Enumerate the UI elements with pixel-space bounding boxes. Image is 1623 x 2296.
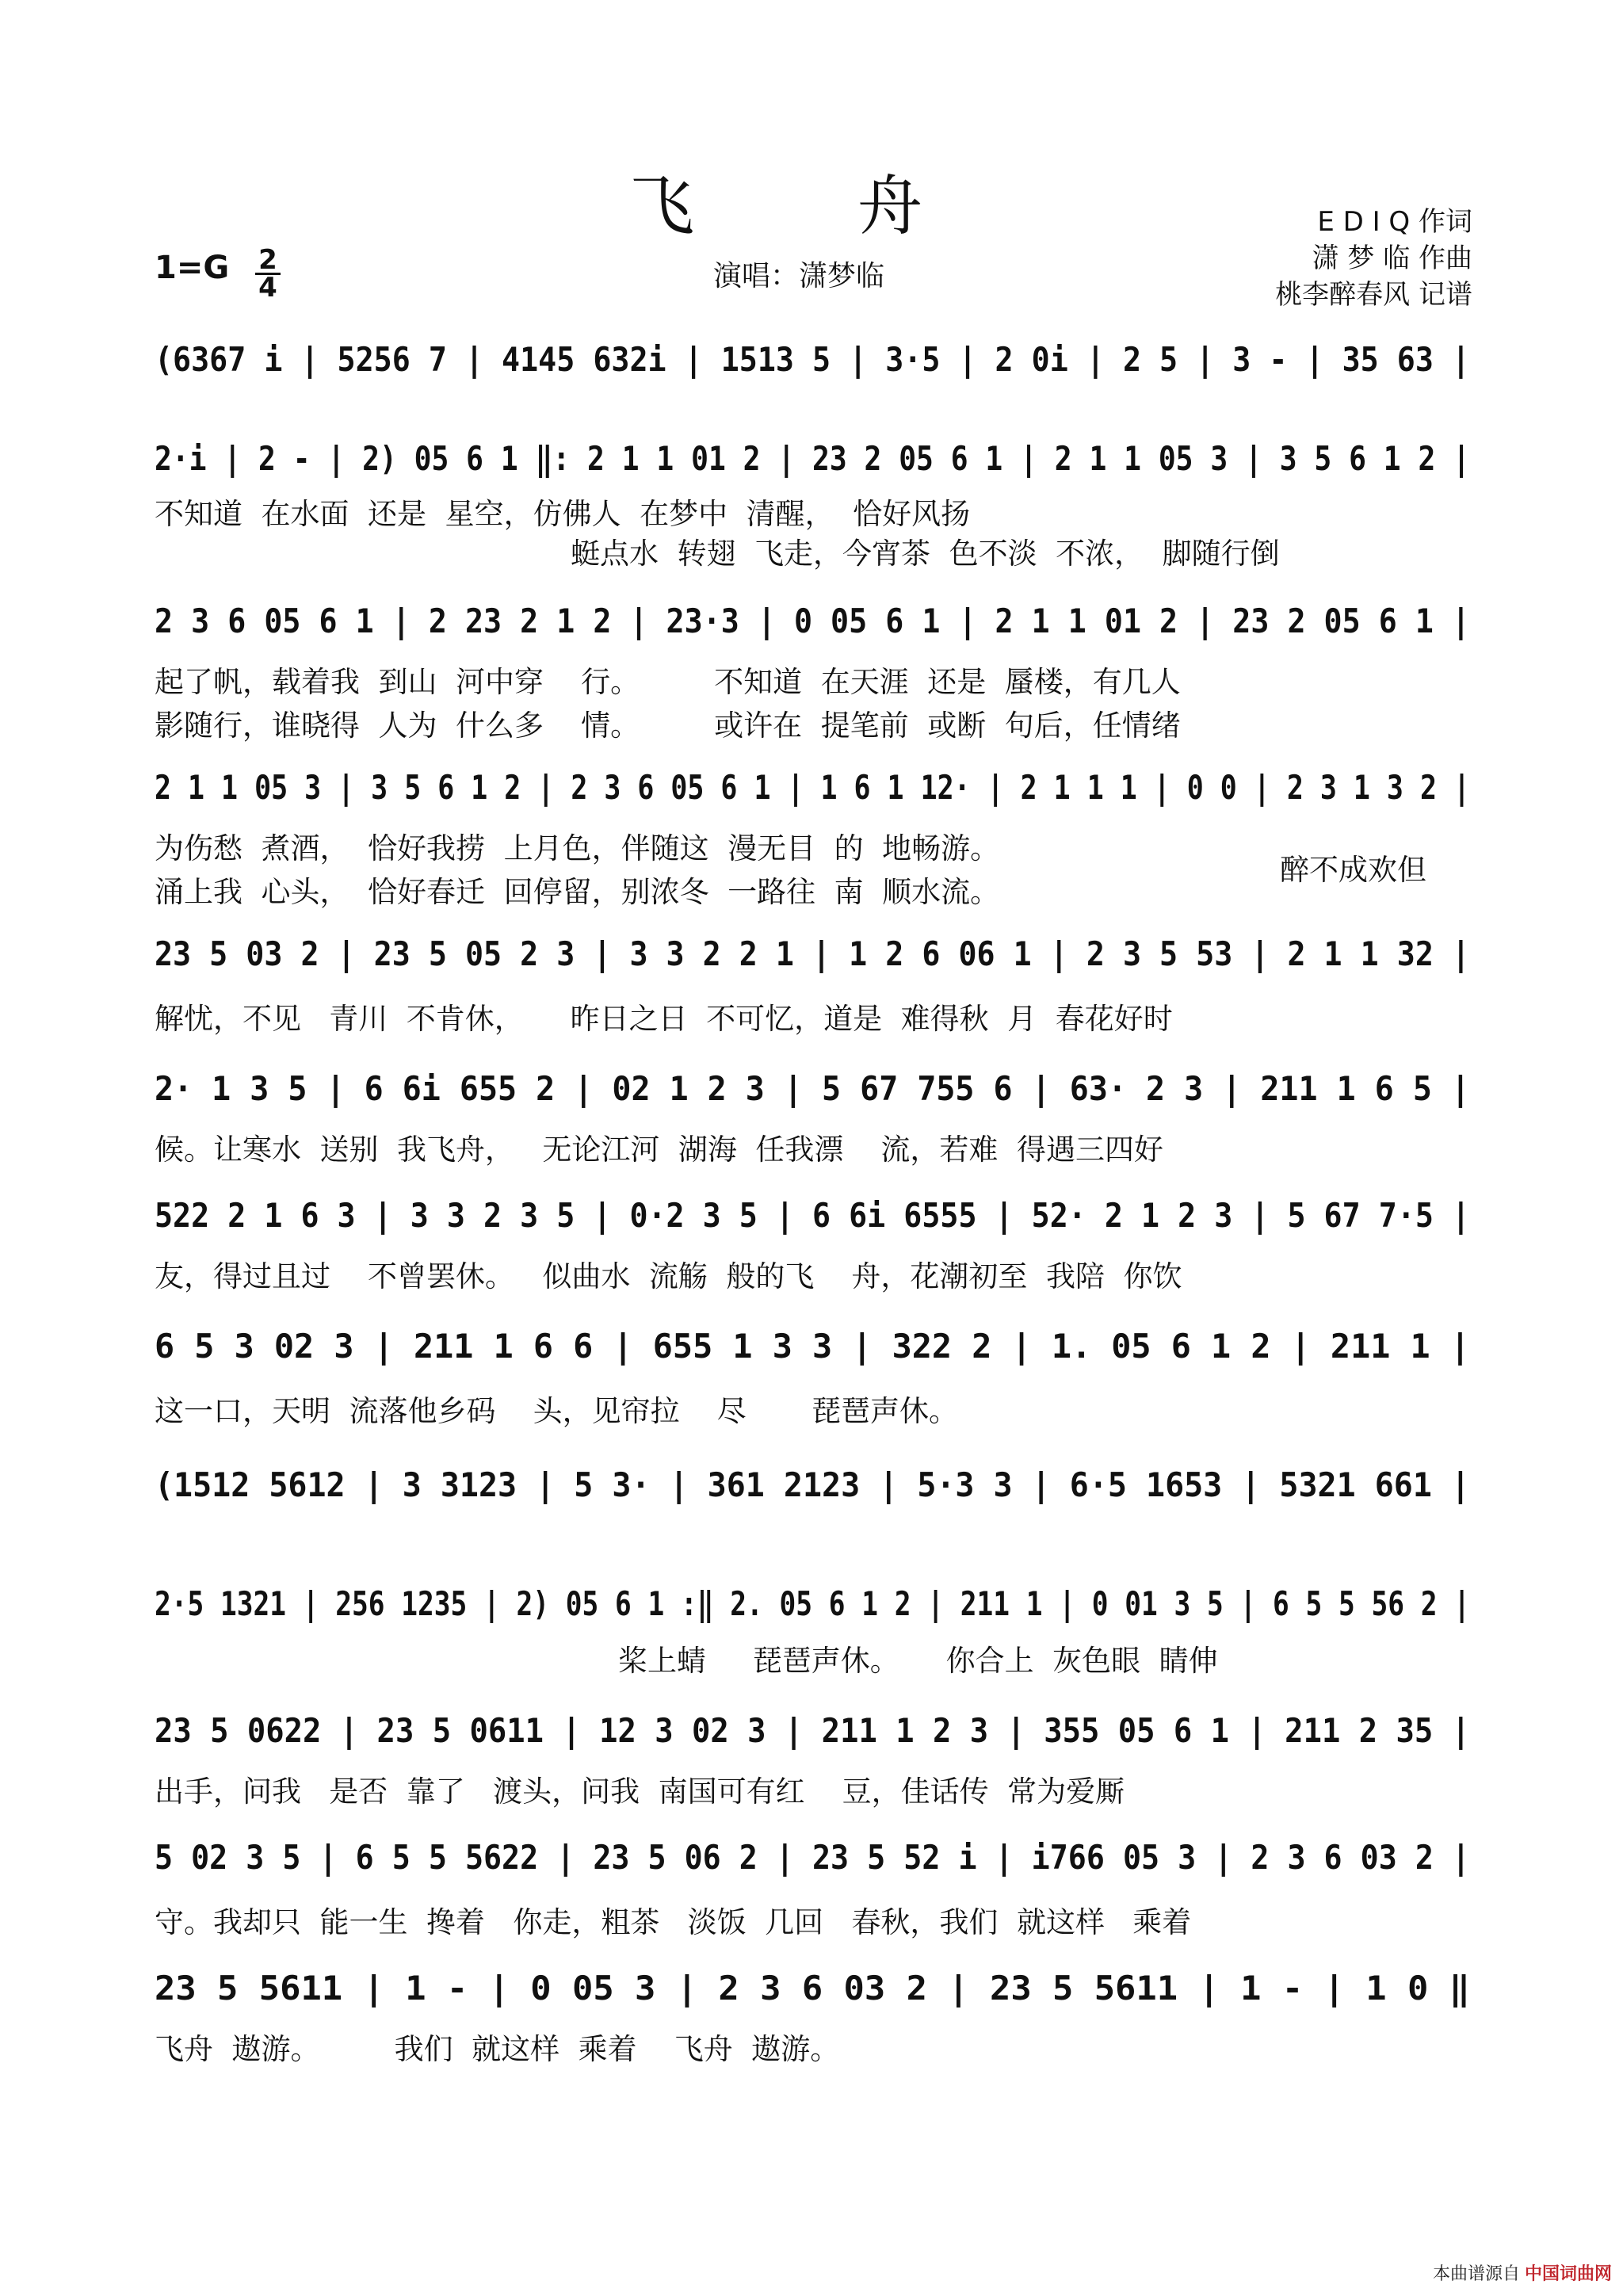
lyric-line-3b: 涌上我 心头， 恰好春迁 回停留，别浓冬 一路往 南 顺水流。 <box>155 875 1000 909</box>
transcriber-credit: 桃李醉春风 记谱 <box>1275 279 1472 311</box>
staff-7-notes: 522 2 1 6 3 | 3 3 2 3 5 | 0·2 3 5 | 6 6i 6555 | 52· 2 1 2 3 | 5 67 7·5 | <box>155 1196 1470 1235</box>
lyric-line-10: 守。我却只 能一生 搀着 你走，粗茶 淡饭 几回 春秋，我们 就这样 乘着 <box>155 1905 1192 1939</box>
composer-credit: 潇 梦 临 作曲 <box>1312 243 1472 274</box>
key-signature: 1=G <box>155 250 230 286</box>
staff-line-11 <box>155 1704 1474 1767</box>
staff-line-12 <box>155 1831 1474 1894</box>
lyric-line-8: 桨上蜻 琵琶声休。 你合上 灰色眼 睛伸 <box>618 1644 1218 1678</box>
lyric-line-1b: 蜓点水 转翅 飞走，今宵茶 色不淡 不浓， 脚随行倒 <box>571 537 1280 571</box>
lyric-line-4: 解忧，不见 青川 不肯休， 昨日之日 不可忆，道是 难得秋 月 春花好时 <box>155 1002 1173 1036</box>
lyric-line-2a: 起了帆，载着我 到山 河中穿 行。 不知道 在天涯 还是 蜃楼，有几人 <box>155 665 1181 699</box>
lyric-line-7: 这一口，天明 流落他乡码 头，见帘拉 尽 琵琶声休。 <box>155 1394 958 1428</box>
staff-8-notes: 6 5 3 02 3 | 211 1 6 6 | 655 1 3 3 | 322 2 | 1. 05 6 1 2 | 211 1 | <box>155 1327 1470 1366</box>
lyric-line-2b: 影随行，谁晓得 人为 什么多 情。 或许在 提笔前 或断 句后，任情绪 <box>155 709 1181 743</box>
staff-line-1 <box>155 333 1474 396</box>
time-signature <box>252 244 284 304</box>
lyric-line-6: 友，得过且过 不曾罢休。 似曲水 流觞 般的飞 舟，花潮初至 我陪 你饮 <box>155 1259 1182 1293</box>
staff-10-notes: 2·5 1321 | 256 1235 | 2) 05 6 1 :‖ 2. 05 6 1 2 | 211 1 | 0 01 3 5 | 6 5 5 56 2 | <box>155 1584 1470 1623</box>
staff-4-notes: 2 1 1 05 3 | 3 5 6 1 2 | 2 3 6 05 6 1 | 1 6 1 12· | 2 1 1 1 | 0 0 | 2 3 1 3 2 | <box>155 768 1470 807</box>
time-signature-bottom: 4 <box>258 272 277 304</box>
lyric-line-3a: 为伤愁 煮酒， 恰好我捞 上月色，伴随这 漫无目 的 地畅游。 <box>155 831 1000 865</box>
source-label: 本曲谱源自 <box>1432 2264 1520 2284</box>
staff-line-10 <box>155 1577 1474 1641</box>
lyric-line-11: 飞舟 遨游。 我们 就这样 乘着 飞舟 遨游。 <box>155 2032 840 2066</box>
staff-1-notes: (6367 i | 5256 7 | 4145 632i | 1513 5 | 3·5 | 2 0i | 2 5 | 3 - | 35 63 | <box>155 340 1470 379</box>
staff-5-notes: 23 5 03 2 | 23 5 05 2 3 | 3 3 2 2 1 | 1 2 6 06 1 | 2 3 5 53 | 2 1 1 32 | <box>155 934 1470 973</box>
staff-line-2 <box>155 432 1474 495</box>
staff-line-8 <box>155 1320 1474 1383</box>
song-title: 飞 舟 <box>628 169 995 244</box>
lyric-line-5: 候。让寒水 送别 我飞舟， 无论江河 湖海 任我漂 流，若难 得遇三四好 <box>155 1133 1163 1167</box>
staff-6-notes: 2· 1 3 5 | 6 6i 655 2 | 02 1 2 3 | 5 67 755 6 | 63· 2 3 | 211 1 6 5 | <box>155 1069 1470 1108</box>
staff-9-notes: (1512 5612 | 3 3123 | 5 3· | 361 2123 | 5·3 3 | 6·5 1653 | 5321 661 | <box>155 1465 1470 1504</box>
staff-line-5 <box>155 927 1474 991</box>
source-footer <box>1433 2260 1612 2285</box>
staff-line-13 <box>155 1962 1474 2025</box>
lyric-line-1a: 不知道 在水面 还是 星空，仿佛人 在梦中 清醒， 恰好风扬 <box>155 497 971 531</box>
staff-line-6 <box>155 1062 1474 1125</box>
staff-13-notes: 23 5 5611 | 1 - | 0 05 3 | 2 3 6 03 2 | 23 5 5611 | 1 - | 1 0 ‖ <box>155 1969 1470 2008</box>
staff-12-notes: 5 02 3 5 | 6 5 5 5622 | 23 5 06 2 | 23 5 52 i | i766 05 3 | 2 3 6 03 2 | <box>155 1838 1470 1877</box>
staff-line-4 <box>155 761 1474 824</box>
time-signature-top: 2 <box>258 244 277 276</box>
staff-line-3 <box>155 594 1474 658</box>
staff-line-9 <box>155 1458 1474 1522</box>
staff-11-notes: 23 5 0622 | 23 5 0611 | 12 3 02 3 | 211 1 2 3 | 355 05 6 1 | 211 2 35 | <box>155 1711 1470 1750</box>
lyricist-credit: E D I Q 作词 <box>1317 206 1472 238</box>
lyric-line-9: 出手，问我 是否 靠了 渡头，问我 南国可有红 豆，佳话传 常为爱厮 <box>155 1775 1125 1809</box>
staff-3-notes: 2 3 6 05 6 1 | 2 23 2 1 2 | 23·3 | 0 05 6 1 | 2 1 1 01 2 | 23 2 05 6 1 | <box>155 602 1470 640</box>
staff-2-notes: 2·i | 2 - | 2) 05 6 1 ‖: 2 1 1 01 2 | 23 2 05 6 1 | 2 1 1 05 3 | 3 5 6 1 2 | <box>155 439 1470 478</box>
staff-line-7 <box>155 1189 1474 1252</box>
singer-credit: 演唱：潇梦临 <box>713 260 885 292</box>
brand-link[interactable]: 中国词曲网 <box>1524 2264 1612 2284</box>
lyric-line-3c: 醉不成欢但 <box>1280 853 1426 887</box>
